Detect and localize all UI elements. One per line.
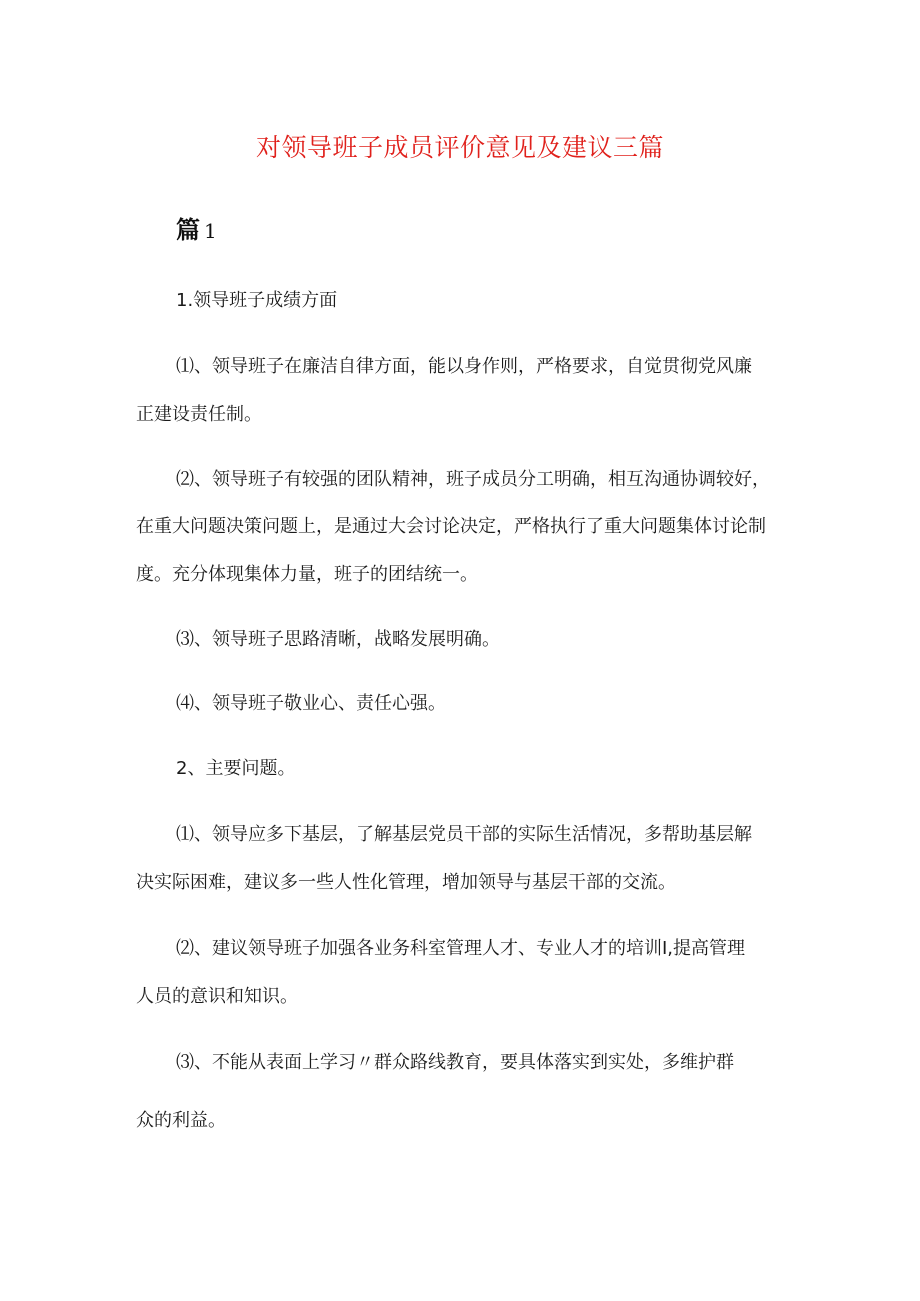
paragraph-line: 众的利益。 [136,1110,226,1131]
section-heading [176,212,217,249]
paragraph-line: 在重大问题决策问题上，是通过大会讨论决定，严格执行了重大问题集体讨论制 [136,516,766,537]
subsection-problems: 2、主要问题。 [176,758,296,779]
paragraph-line: ⑶、不能从表面上学习〃群众路线教育，要具体落实到实处，多维护群 [176,1052,734,1073]
section-heading-number: 1 [204,219,217,243]
paragraph-line: ⑵、领导班子有较强的团队精神，班子成员分工明确，相互沟通协调较好， [176,469,770,490]
paragraph-line: ⑴、领导班子在廉洁自律方面，能以身作则，严格要求，自觉贯彻党风廉 [176,356,752,377]
subsection-achievements: 1.领导班子成绩方面 [176,290,338,311]
paragraph-line: 人员的意识和知识。 [136,986,298,1007]
section-heading-prefix: 篇 [176,216,200,244]
paragraph-line: 度。充分体现集体力量，班子的团结统一。 [136,564,478,585]
paragraph-line: ⑴、领导应多下基层，了解基层党员干部的实际生活情况，多帮助基层解 [176,824,752,845]
paragraph-line: ⑷、领导班子敬业心、责任心强。 [176,693,446,714]
paragraph-line: ⑵、建议领导班子加强各业务科室管理人才、专业人才的培训I,提高管理 [176,938,746,959]
paragraph-line: ⑶、领导班子思路清晰，战略发展明确。 [176,629,500,650]
paragraph-line: 决实际困难，建议多一些人性化管理，增加领导与基层干部的交流。 [136,872,676,893]
document-title: 对领导班子成员评价意见及建议三篇 [255,133,664,162]
paragraph-line: 正建设责任制。 [136,404,262,425]
